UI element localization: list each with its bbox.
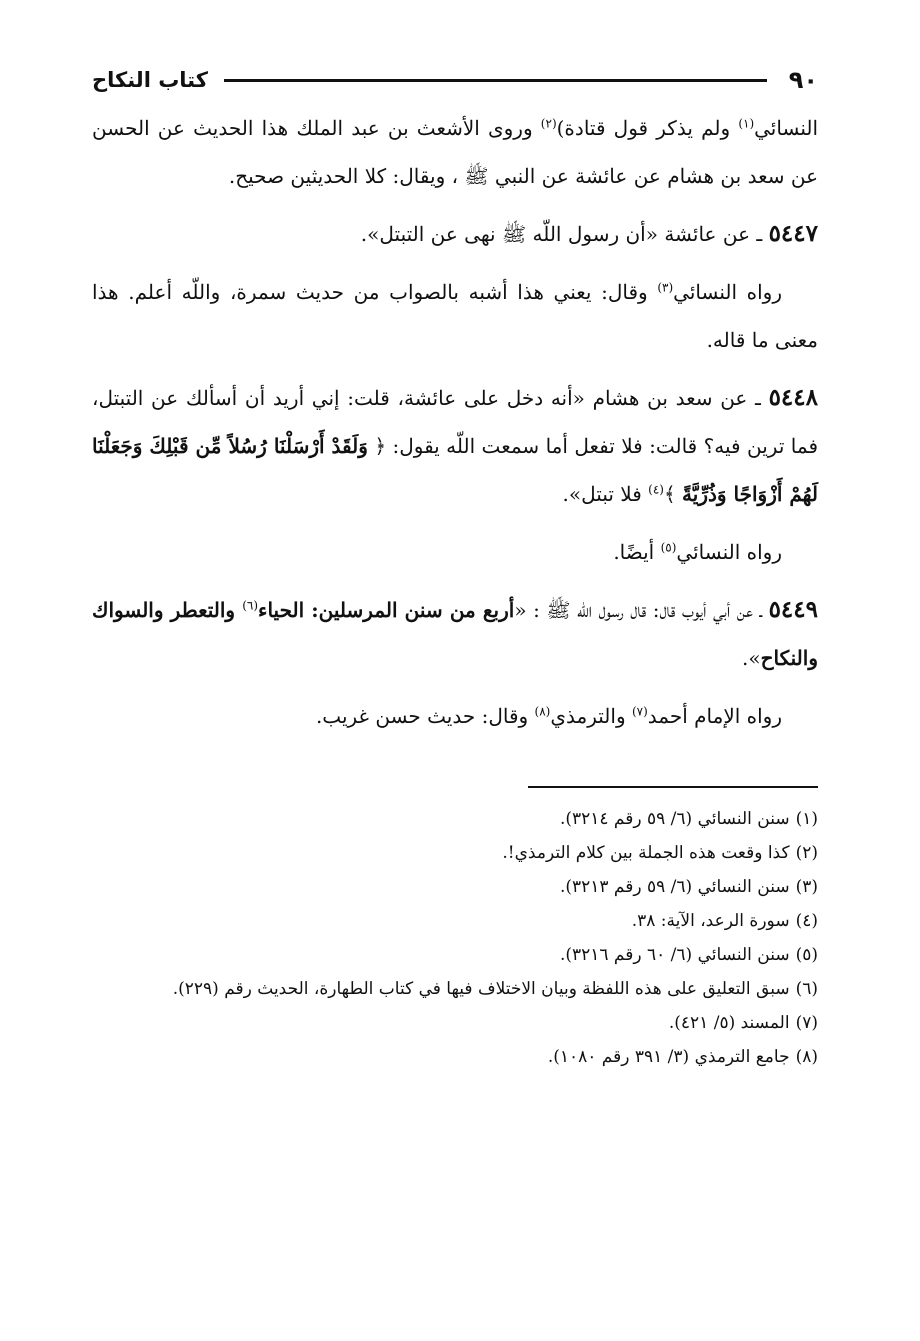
hadith-quote: والتعطر والسواك والنكاح [92,598,818,670]
text-run: ولم يذكر قول قتادة) [556,116,739,140]
footnote-number: (٨) [795,1047,818,1067]
footnote-ref: (٥) [660,540,677,555]
footnote-item [92,1040,818,1074]
footnote-text: سنن النسائي (٦/ ٥٩ رقم ٣٢١٣). [559,877,790,897]
footnote-text: سورة الرعد، الآية: ٣٨. [631,911,790,931]
footnote-item [92,1006,818,1040]
footnote-number: (٧) [795,1013,818,1033]
footnote-item [92,972,818,1006]
text-run: ﴾ [663,482,683,506]
text-run: وقال: يعني هذا أشبه بالصواب من حديث سمرة، واللّه أعلم. هذا معنى ما قاله. [92,280,818,352]
text-run: أيضًا. [613,540,661,564]
footnote-text: سنن النسائي (٦/ ٦٠ رقم ٣٢١٦). [559,945,790,965]
footnote-number: (٥) [795,945,818,965]
hadith-5449 [92,586,818,682]
hadith-text: ـ عن سعد بن هشام «أنه دخل على عائشة، قلت: إني أريد أن أسألك عن التبتل، فما ترين فيه؟ قالت: فلا تفعل أما سمعت اللّه يقول: ﴿ [92,386,819,458]
footnote-ref: (١) [738,116,755,131]
text-run: والترمذي [550,704,632,728]
narration-note [92,692,818,740]
footnote-item [92,870,818,904]
narration-note [92,528,818,576]
footnote-ref: (٧) [631,704,648,719]
text-run: ». [742,646,761,670]
text-run: رواه النسائي [673,280,783,304]
text-run: النسائي [754,116,818,140]
quran-verse: وَلَقَدْ أَرْسَلْنَا رُسُلاً مِّن قَبْلِكَ وَجَعَلْنَا لَهُمْ أَزْوَاجًا وَذُرِّيَّةً [92,434,818,506]
page-number: ٩٠ [788,66,818,94]
footnote-item [92,836,818,870]
footnote-text: سبق التعليق على هذه اللفظة وبيان الاختلاف فيها في كتاب الطهارة، الحديث رقم (٢٢٩). [172,979,790,999]
text-run: وروى الأشعث بن عبد الملك هذا الحديث عن الحسن عن سعد بن هشام عن عائشة عن النبي ﷺ ، ويقال: كلا الحديثين صحيح. [92,116,818,188]
text-run: رواه الإمام أحمد [647,704,782,728]
text-run: وقال: حديث حسن غريب. [315,704,535,728]
book-title: كتاب النكاح [92,68,208,92]
hadith-number: ٥٤٤٨ [768,384,818,411]
narration-note [92,268,818,364]
footnote-item [92,904,818,938]
footnote-ref: (٤) [648,482,664,497]
footnote-ref: (٢) [540,116,557,131]
footnote-text: المسند (٥/ ٤٢١). [668,1013,790,1033]
hadith-5448 [92,374,818,518]
hadith-text: ـ عن عائشة «أن رسول اللّه ﷺ نهى عن التبتل». [360,222,769,246]
hadith-number: ٥٤٤٩ [768,596,818,623]
footnote-text: كذا وقعت هذه الجملة بين كلام الترمذي!. [502,843,790,863]
footnote-number: (٤) [795,911,818,931]
footnote-item [92,938,818,972]
footnote-number: (٣) [795,877,818,897]
hadith-5447 [92,210,818,258]
hadith-text: ـ عن أبي أيوب قال: قال رسول اللّه ﷺ : « [514,598,769,622]
footnote-number: (٦) [795,979,818,999]
header-rule [224,79,767,82]
footnote-ref: (٦) [242,598,259,613]
footnote-number: (٢) [795,843,818,863]
paragraph-continuation [92,104,818,200]
footnote-separator [528,786,818,788]
hadith-quote: أربع من سنن المرسلين: الحياء [258,598,515,622]
footnote-number: (١) [795,809,818,829]
footnote-text: سنن النسائي (٦/ ٥٩ رقم ٣٢١٤). [559,809,790,829]
book-page [92,58,818,1074]
footnote-ref: (٨) [534,704,551,719]
main-text [92,104,818,740]
hadith-number: ٥٤٤٧ [768,220,818,247]
footnote-item [92,802,818,836]
text-run: فلا تبتل». [562,482,649,506]
text-run: رواه النسائي [676,540,782,564]
footnote-ref: (٣) [657,280,674,295]
footnotes [92,802,818,1074]
page-header [92,58,818,102]
footnote-text: جامع الترمذي (٣/ ٣٩١ رقم ١٠٨٠). [547,1047,790,1067]
